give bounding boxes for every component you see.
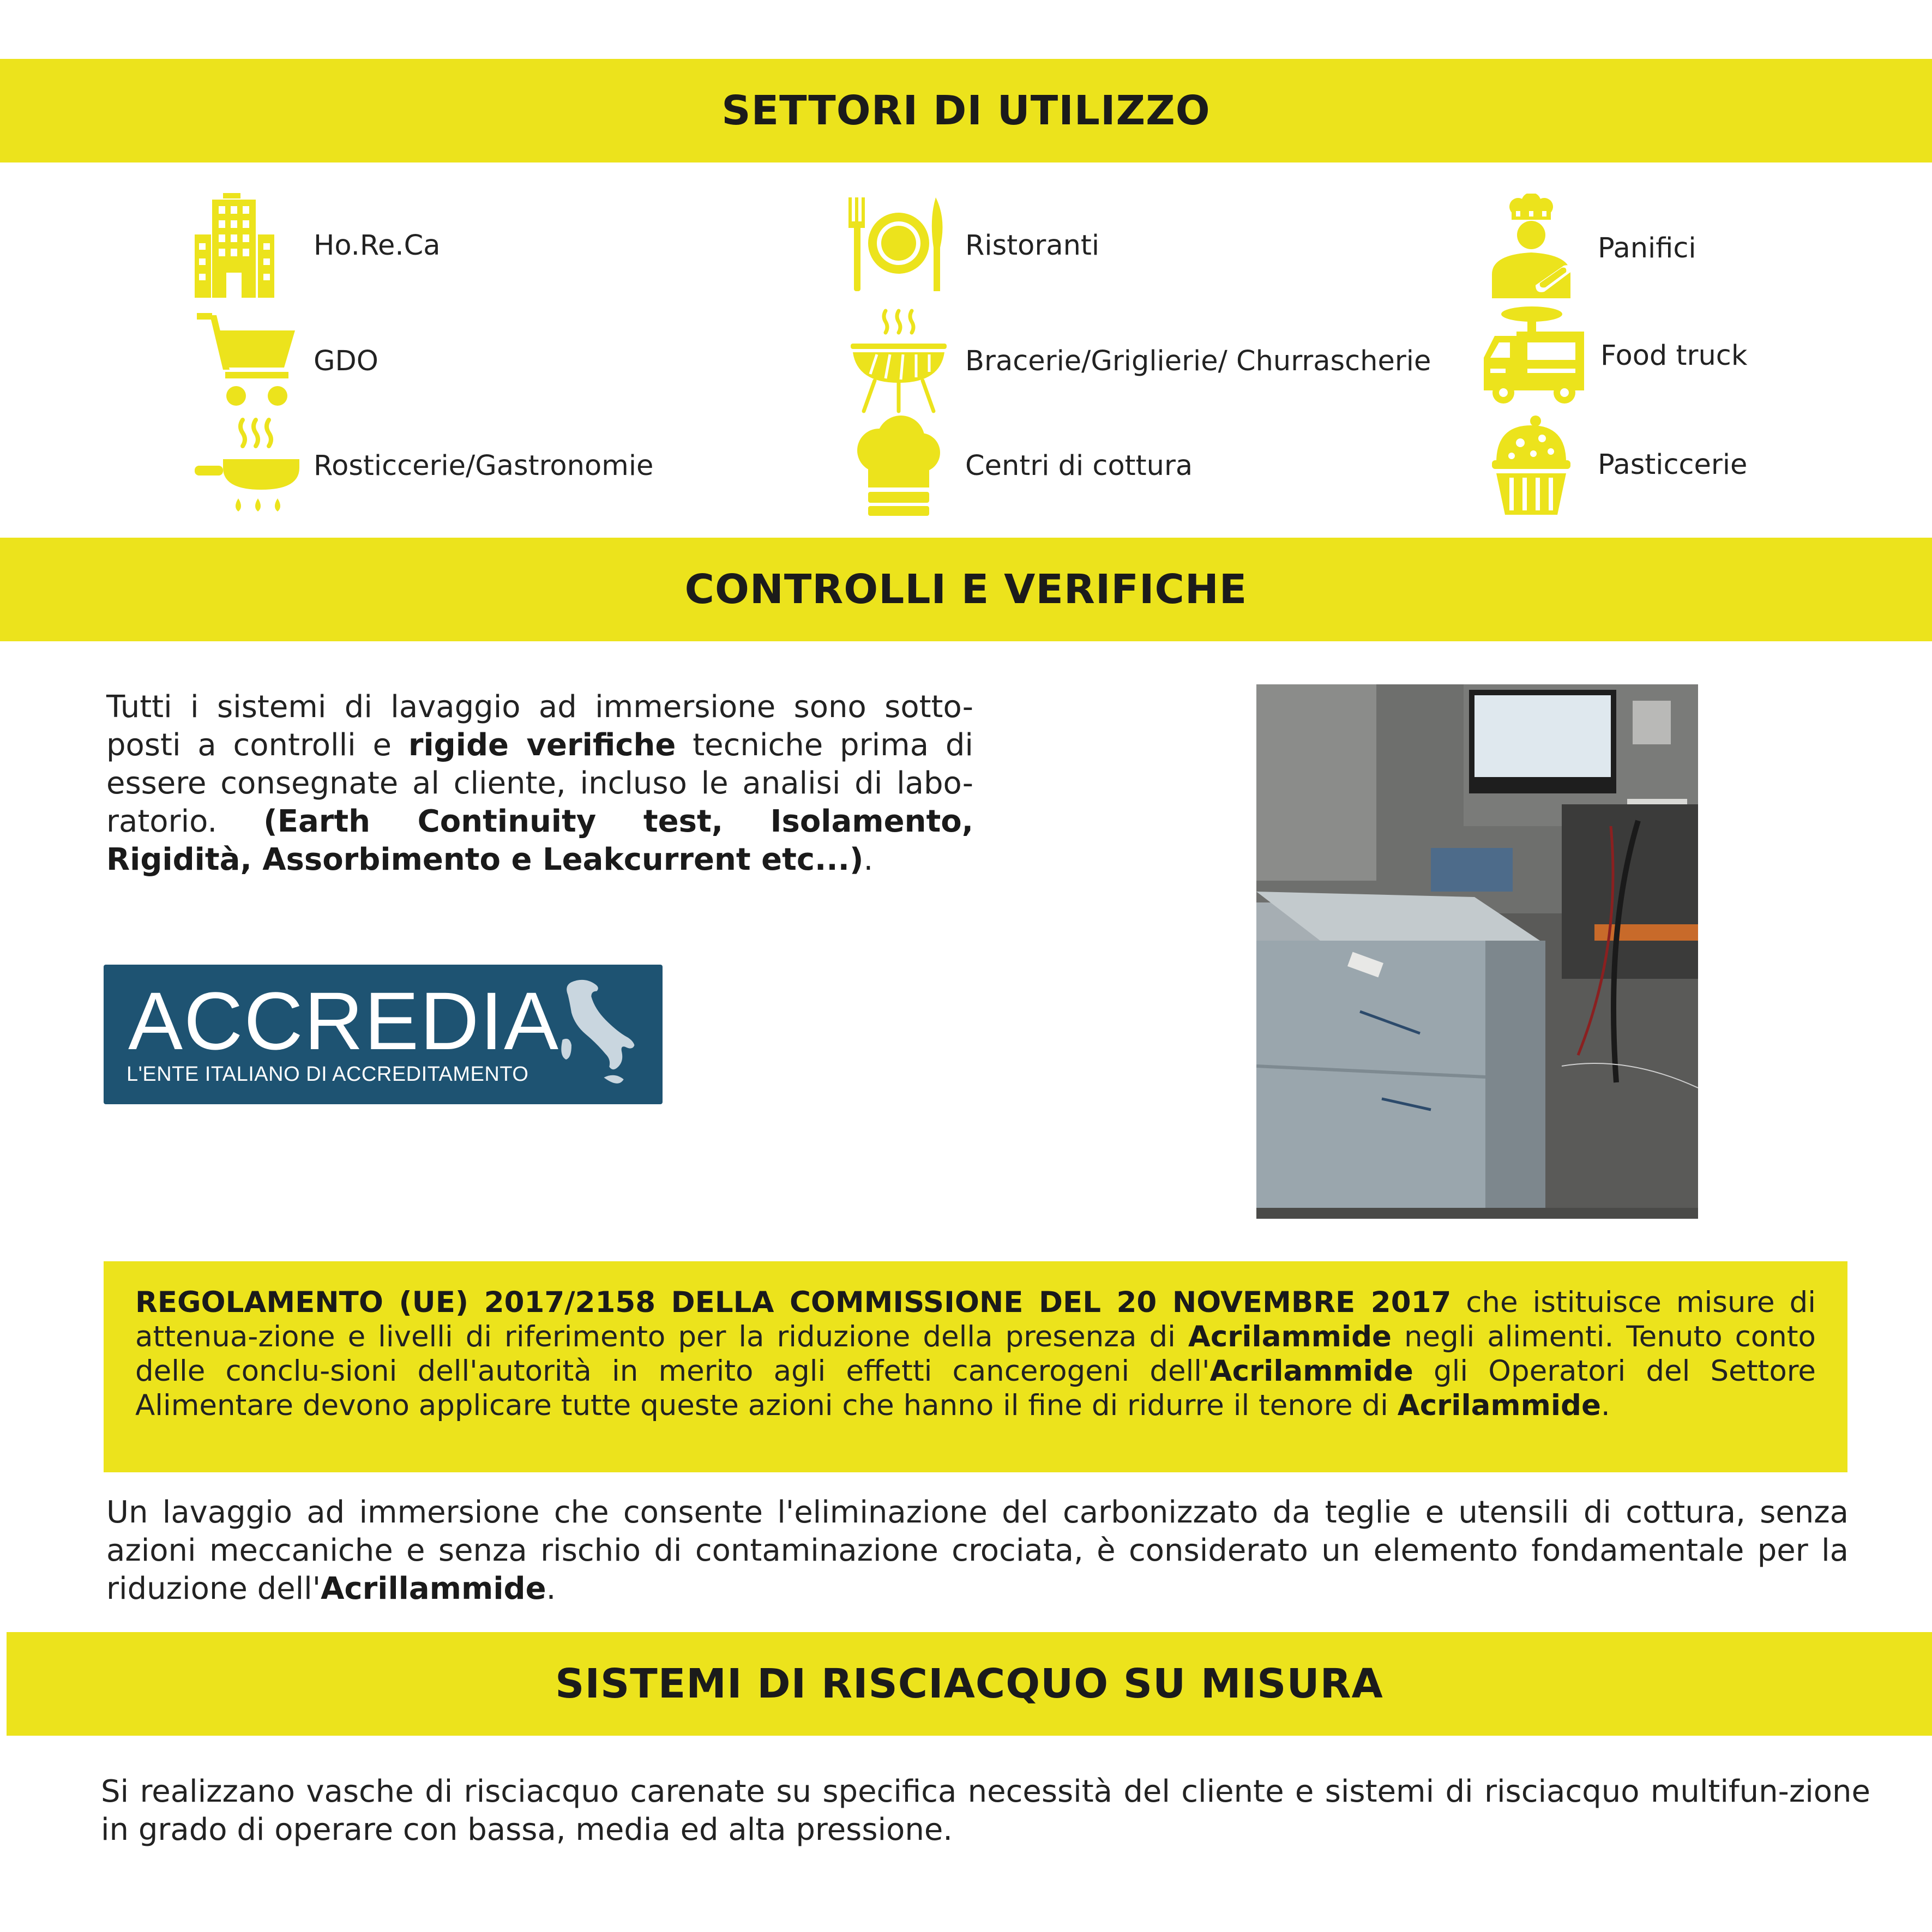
sector-item-centri-cottura (844, 411, 1193, 520)
section-title: SISTEMI DI RISCIACQUO SU MISURA (555, 1660, 1383, 1707)
sector-label: Rosticcerie/Gastronomie (314, 449, 654, 482)
accredia-subtitle: L'ENTE ITALIANO DI ACCREDITAMENTO (127, 1063, 529, 1086)
sector-item-bracerie (844, 306, 1431, 416)
regolamento-text: REGOLAMENTO (UE) 2017/2158 DELLA COMMISSIONE DEL 20 NOVEMBRE 2017 che istituisce misure di attenua-zione e livelli di riferimento per la riduzione della presenza di Acrilammide negli alimenti. Tenuto conto delle conclu-sioni dell'autorità in merito agli effetti cancerogeni dell'Acrilammide gli Operatori del Settore Alimentare devono applicare tutte queste azioni che hanno il fine di ridurre il tenore di Acrilammide. (135, 1286, 1816, 1422)
section-title: SETTORI DI UTILIZZO (721, 87, 1211, 134)
regolamento-box (104, 1261, 1847, 1472)
section-title: CONTROLLI E VERIFICHE (684, 566, 1248, 613)
sector-label: Ristoranti (965, 229, 1100, 262)
sector-item-horeca (192, 191, 440, 300)
lavaggio-paragraph: Un lavaggio ad immersione che consente l'eliminazione del carbonizzato da teglie e utensili di cottura, senza azioni meccaniche e senza rischio di contaminazione crociata, è considerato un elemento fondamentale per la riduzione dell'Acrillammide. (106, 1495, 1849, 1606)
sector-item-rosticcerie (192, 411, 653, 520)
controlli-paragraph: Tutti i sistemi di lavaggio ad immersione sono sotto-posti a controlli e rigide verifiche tecniche prima di essere consegnate al cliente, incluso le analisi di labo-ratorio. (Earth Continuity test, Isolamento, Rigidità, Assorbimento e Leakcurrent etc...). (106, 689, 973, 877)
section-header-controlli (0, 538, 1932, 641)
sector-label: Ho.Re.Ca (314, 229, 441, 262)
italy-map-icon (553, 977, 643, 1094)
sector-label: Panifici (1598, 232, 1696, 264)
shopping-cart-icon (192, 306, 302, 416)
sector-label: GDO (314, 345, 378, 377)
grill-icon (844, 306, 953, 416)
frying-pan-icon (192, 411, 302, 520)
cupcake-icon (1477, 410, 1586, 519)
plate-cutlery-icon (844, 191, 953, 300)
section-header-sistemi (7, 1632, 1932, 1736)
baker-icon (1477, 194, 1586, 303)
sector-label: Centri di cottura (965, 449, 1193, 482)
building-icon (192, 191, 302, 300)
sector-item-panifici (1477, 194, 1696, 303)
sector-label: Pasticcerie (1598, 448, 1748, 481)
chef-hat-icon (844, 411, 953, 520)
sector-item-food-truck (1479, 301, 1747, 410)
sector-item-gdo (192, 306, 378, 416)
sector-item-ristoranti (844, 191, 1099, 300)
sistemi-paragraph: Si realizzano vasche di risciacquo carenate su specifica necessità del cliente e sistemi di risciacquo multifun-zione in grado di operare con bassa, media ed alta pressione. (101, 1774, 1870, 1847)
sector-label: Bracerie/Griglierie/ Churrascherie (965, 345, 1431, 377)
equipment-test-photo (1256, 684, 1698, 1219)
sector-label: Food truck (1600, 339, 1748, 372)
accredia-logo (104, 965, 663, 1104)
section-header-settori (0, 59, 1932, 162)
sector-item-pasticcerie (1477, 410, 1747, 519)
food-truck-icon (1479, 301, 1588, 410)
accredia-name: ACCREDIA (128, 975, 560, 1067)
